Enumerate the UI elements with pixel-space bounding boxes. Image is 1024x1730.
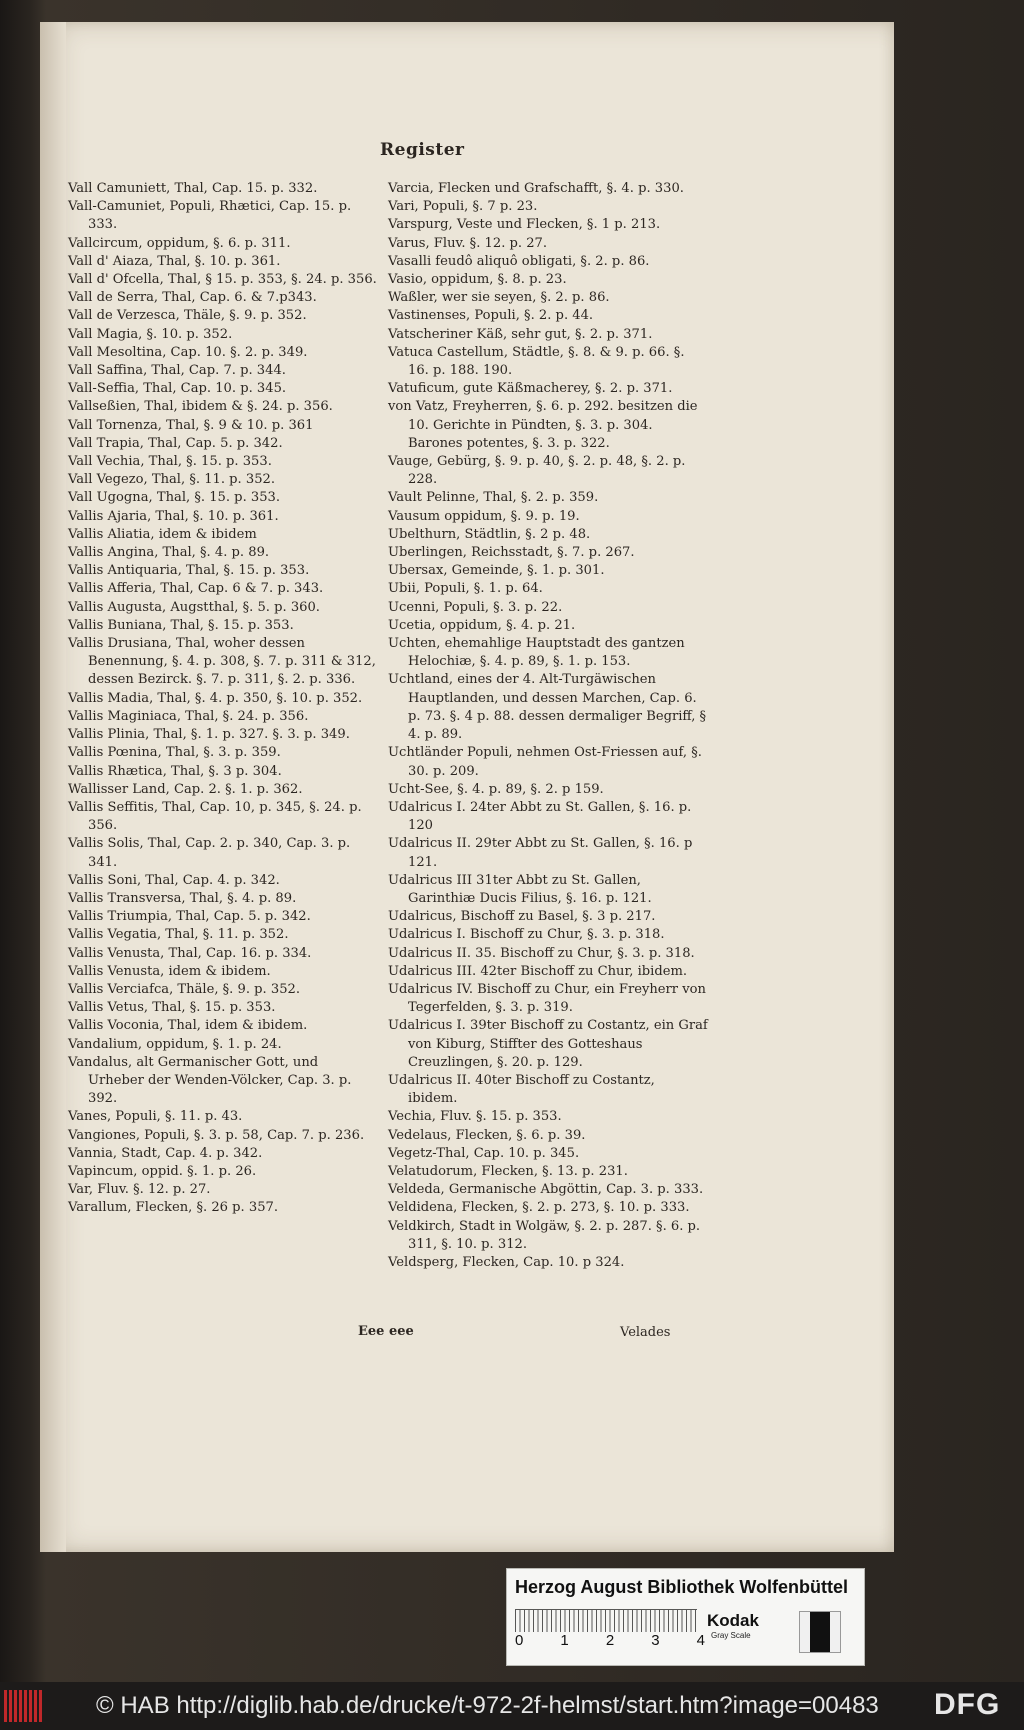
- register-entry: Vallis Seffitis, Thal, Cap. 10, p. 345, §. 24. p. 356.: [68, 799, 362, 834]
- register-entry: Vallis Buniana, Thal, §. 15. p. 353.: [68, 617, 294, 633]
- register-entry: Vallis Pœnina, Thal, §. 3. p. 359.: [68, 745, 281, 761]
- register-entry: Vanes, Populi, §. 11. p. 43.: [68, 1109, 243, 1125]
- register-entry: Vault Pelinne, Thal, §. 2. p. 359.: [388, 490, 599, 506]
- register-entry: Vallis Voconia, Thal, idem & ibidem.: [68, 1018, 308, 1034]
- register-entry: Vall-Seffia, Thal, Cap. 10. p. 345.: [68, 381, 287, 397]
- register-entry: Vechia, Fluv. §. 15. p. 353.: [388, 1109, 562, 1125]
- register-entry: Var, Fluv. §. 12. p. 27.: [68, 1182, 211, 1198]
- register-entry: Vallis Vegatia, Thal, §. 11. p. 352.: [68, 927, 289, 943]
- register-entry: Veldkirch, Stadt in Wolgäw, §. 2. p. 287. §. 6. p. 311, §. 10. p. 312.: [388, 1218, 701, 1252]
- register-entry: Vatscheriner Käß, sehr gut, §. 2. p. 371.: [388, 326, 653, 342]
- page-gutter: [40, 22, 66, 1552]
- library-name: Herzog August Bibliothek Wolfenbüttel: [515, 1577, 848, 1597]
- register-entry: Ubersax, Gemeinde, §. 1. p. 301.: [388, 563, 605, 579]
- register-entry: Vallis Transversa, Thal, §. 4. p. 89.: [68, 890, 297, 906]
- register-entry: Waßler, wer sie seyen, §. 2. p. 86.: [388, 290, 610, 306]
- register-entry: Uchtländer Populi, nehmen Ost-Friessen auf, §. 30. p. 209.: [388, 745, 702, 779]
- register-entry: Vasio, oppidum, §. 8. p. 23.: [388, 272, 567, 288]
- register-entry: Uchtland, eines der 4. Alt-Turgäwischen Hauptlanden, und dessen Marchen, Cap. 6. p. 73. §. 4 p. 88. dessen dermaliger Begriff, § 4. p. 89.: [388, 672, 707, 743]
- register-entry: Udalricus I. 39ter Bischoff zu Costantz, ein Graf von Kiburg, Stiffter des Gotteshaus Creuzlingen, §. 20. p. 129.: [388, 1018, 708, 1070]
- footer-bar: [0, 1682, 1024, 1730]
- register-entry: Ucenni, Populi, §. 3. p. 22.: [388, 599, 563, 615]
- register-entry: Vall Vechia, Thal, §. 15. p. 353.: [68, 454, 272, 470]
- register-entry: Varcia, Flecken und Grafschafft, §. 4. p. 330.: [388, 181, 684, 196]
- register-entry: Uberlingen, Reichsstadt, §. 7. p. 267.: [388, 545, 635, 561]
- register-entry: Vall Trapia, Thal, Cap. 5. p. 342.: [68, 435, 283, 451]
- register-entry: Udalricus III. 42ter Bischoff zu Chur, ibidem.: [388, 963, 688, 979]
- register-entry: Vall de Verzesca, Thäle, §. 9. p. 352.: [68, 308, 307, 324]
- register-entry: Vallis Plinia, Thal, §. 1. p. 327. §. 3. p. 349.: [68, 727, 350, 743]
- register-entry: Vallis Rhætica, Thal, §. 3 p. 304.: [68, 763, 282, 779]
- register-entry: Vangiones, Populi, §. 3. p. 58, Cap. 7. p. 236.: [68, 1127, 365, 1143]
- register-entry: Varallum, Flecken, §. 26 p. 357.: [68, 1200, 279, 1216]
- register-entry: Ucetia, oppidum, §. 4. p. 21.: [388, 617, 576, 633]
- register-column-right: [388, 180, 708, 1272]
- ruler-number: 2: [605, 1632, 615, 1649]
- register-entry: Vauge, Gebürg, §. 9. p. 40, §. 2. p. 48, §. 2. p. 228.: [388, 454, 686, 488]
- scale-ruler: [515, 1609, 697, 1632]
- register-entry: Vallis Ajaria, Thal, §. 10. p. 361.: [68, 508, 279, 524]
- register-entry: Udalricus II. 29ter Abbt zu St. Gallen, §. 16. p 121.: [388, 836, 693, 870]
- register-entry: Vastinenses, Populi, §. 2. p. 44.: [388, 308, 594, 324]
- register-entry: Uchten, ehemahlige Hauptstadt des gantzen Helochiæ, §. 4. p. 89, §. 1. p. 153.: [388, 636, 685, 670]
- gray-scale-label: Gray Scale: [711, 1631, 751, 1640]
- register-entry: Vausum oppidum, §. 9. p. 19.: [388, 508, 580, 524]
- register-entry: Vatuca Castellum, Städtle, §. 8. & 9. p. 66. §. 16. p. 188. 190.: [388, 344, 685, 379]
- register-entry: Vapincum, oppid. §. 1. p. 26.: [68, 1163, 257, 1179]
- page-title: Register: [380, 140, 465, 160]
- register-entry: Udalricus I. 24ter Abbt zu St. Gallen, §. 16. p. 120: [388, 799, 692, 834]
- register-entry: Vall de Serra, Thal, Cap. 6. & 7.p343.: [68, 290, 317, 306]
- register-entry: Vedelaus, Flecken, §. 6. p. 39.: [388, 1127, 586, 1143]
- register-entry: Vandalus, alt Germanischer Gott, und Urheber der Wenden-Völcker, Cap. 3. p. 392.: [68, 1054, 352, 1107]
- register-entry: Udalricus II. 40ter Bischoff zu Costantz, ibidem.: [388, 1072, 655, 1107]
- register-entry: Vallis Angina, Thal, §. 4. p. 89.: [68, 545, 270, 561]
- register-entry: Velatudorum, Flecken, §. 13. p. 231.: [388, 1163, 628, 1179]
- barcode-icon: [4, 1690, 44, 1722]
- register-entry: Veldeda, Germanische Abgöttin, Cap. 3. p. 333.: [388, 1182, 704, 1198]
- catchword: Velades: [620, 1325, 671, 1340]
- register-entry: Vegetz-Thal, Cap. 10. p. 345.: [388, 1145, 580, 1161]
- register-entry: Vall Vegezo, Thal, §. 11. p. 352.: [68, 472, 276, 488]
- register-entry: Vallis Antiquaria, Thal, §. 15. p. 353.: [68, 563, 310, 579]
- register-entry: Vannia, Stadt, Cap. 4. p. 342.: [68, 1145, 263, 1161]
- register-entry: Vallis Venusta, idem & ibidem.: [68, 963, 271, 979]
- register-entry: Vari, Populi, §. 7 p. 23.: [388, 199, 538, 215]
- ruler-number: 3: [651, 1632, 660, 1649]
- ruler-number: 0: [515, 1632, 524, 1649]
- register-entry: Vallis Augusta, Augstthal, §. 5. p. 360.: [68, 599, 320, 615]
- register-entry: Vandalium, oppidum, §. 1. p. 24.: [68, 1036, 282, 1052]
- register-entry: Udalricus II. 35. Bischoff zu Chur, §. 3. p. 318.: [388, 945, 695, 961]
- register-entry: Wallisser Land, Cap. 2. §. 1. p. 362.: [68, 781, 303, 797]
- register-entry: Vallis Soni, Thal, Cap. 4. p. 342.: [68, 872, 280, 888]
- register-entry: Vallis Drusiana, Thal, woher dessen Benennung, §. 4. p. 308, §. 7. p. 311 & 312, dessen Bezirck. §. 7. p. 311, §. 2. p. 336.: [68, 636, 376, 688]
- register-entry: Varus, Fluv. §. 12. p. 27.: [388, 235, 548, 251]
- register-entry: Vall Ugogna, Thal, §. 15. p. 353.: [68, 490, 281, 506]
- register-entry: Vallis Madia, Thal, §. 4. p. 350, §. 10. p. 352.: [68, 690, 363, 706]
- ruler-number: 4: [696, 1632, 705, 1649]
- register-entry: Vall Camuniett, Thal, Cap. 15. p. 332.: [68, 181, 318, 196]
- register-entry: Ubii, Populi, §. 1. p. 64.: [388, 581, 543, 597]
- register-entry: Vallis Vetus, Thal, §. 15. p. 353.: [68, 1000, 276, 1016]
- register-entry: Vall Tornenza, Thal, §. 9 & 10. p. 361: [68, 417, 314, 433]
- register-entry: Vallis Venusta, Thal, Cap. 16. p. 334.: [68, 945, 312, 961]
- register-entry: Vall d' Ofcella, Thal, § 15. p. 353, §. 24. p. 356.: [68, 272, 377, 288]
- register-entry: Udalricus I. Bischoff zu Chur, §. 3. p. 318.: [388, 927, 665, 943]
- register-entry: Vall Saffina, Thal, Cap. 7. p. 344.: [68, 363, 286, 379]
- register-column-left: [68, 180, 378, 1218]
- register-entry: Ubelthurn, Städtlin, §. 2 p. 48.: [388, 526, 591, 542]
- register-entry: von Vatz, Freyherren, §. 6. p. 292. besitzen die 10. Gerichte in Pündten, §. 3. p. 304. Barones potentes, §. 3. p. 322.: [388, 399, 698, 451]
- register-entry: Vall-Camuniet, Populi, Rhætici, Cap. 15. p. 333.: [68, 199, 352, 233]
- register-entry: Vatuficum, gute Käßmacherey, §. 2. p. 371.: [388, 381, 673, 397]
- register-entry: Vallis Aliatia, idem & ibidem: [68, 526, 257, 542]
- register-entry: Varspurg, Veste und Flecken, §. 1 p. 213.: [388, 217, 661, 233]
- register-entry: Vallis Triumpia, Thal, Cap. 5. p. 342.: [68, 909, 311, 925]
- register-entry: Vallis Maginiaca, Thal, §. 24. p. 356.: [68, 708, 309, 724]
- register-entry: Udalricus, Bischoff zu Basel, §. 3 p. 217.: [388, 909, 656, 925]
- kodak-brand: Kodak: [707, 1611, 759, 1630]
- library-label: [506, 1568, 865, 1666]
- register-entry: Vallis Verciafca, Thäle, §. 9. p. 352.: [68, 981, 301, 997]
- ruler-numbers: [515, 1632, 705, 1649]
- register-entry: Vall Magia, §. 10. p. 352.: [68, 326, 233, 342]
- register-entry: Udalricus III 31ter Abbt zu St. Gallen, Garinthiæ Ducis Filius, §. 16. p. 121.: [388, 872, 652, 906]
- register-entry: Veldsperg, Flecken, Cap. 10. p 324.: [388, 1254, 625, 1270]
- footer-url[interactable]: © HAB http://diglib.hab.de/drucke/t-972-2f-helmst/start.htm?image=00483: [96, 1692, 879, 1719]
- signature-mark: Eee eee: [358, 1324, 414, 1339]
- register-entry: Vallis Solis, Thal, Cap. 2. p. 340, Cap. 3. p. 341.: [68, 836, 351, 870]
- register-entry: Vasalli feudô aliquô obligati, §. 2. p. 86.: [388, 253, 650, 269]
- ruler-number: 1: [560, 1632, 569, 1649]
- register-entry: Vall Mesoltina, Cap. 10. §. 2. p. 349.: [68, 344, 308, 360]
- register-entry: Veldidena, Flecken, §. 2. p. 273, §. 10. p. 333.: [388, 1200, 690, 1216]
- register-entry: Udalricus IV. Bischoff zu Chur, ein Freyherr von Tegerfelden, §. 3. p. 319.: [388, 981, 706, 1016]
- gray-scale-swatch: [799, 1611, 841, 1653]
- register-entry: Vallis Afferia, Thal, Cap. 6 & 7. p. 343.: [68, 581, 324, 597]
- dfg-logo: DFG: [934, 1688, 1001, 1721]
- register-entry: Vallseßien, Thal, ibidem & §. 24. p. 356.: [68, 399, 333, 415]
- register-entry: Ucht-See, §. 4. p. 89, §. 2. p 159.: [388, 781, 604, 797]
- register-entry: Vallcircum, oppidum, §. 6. p. 311.: [68, 235, 291, 251]
- register-entry: Vall d' Aiaza, Thal, §. 10. p. 361.: [68, 253, 281, 269]
